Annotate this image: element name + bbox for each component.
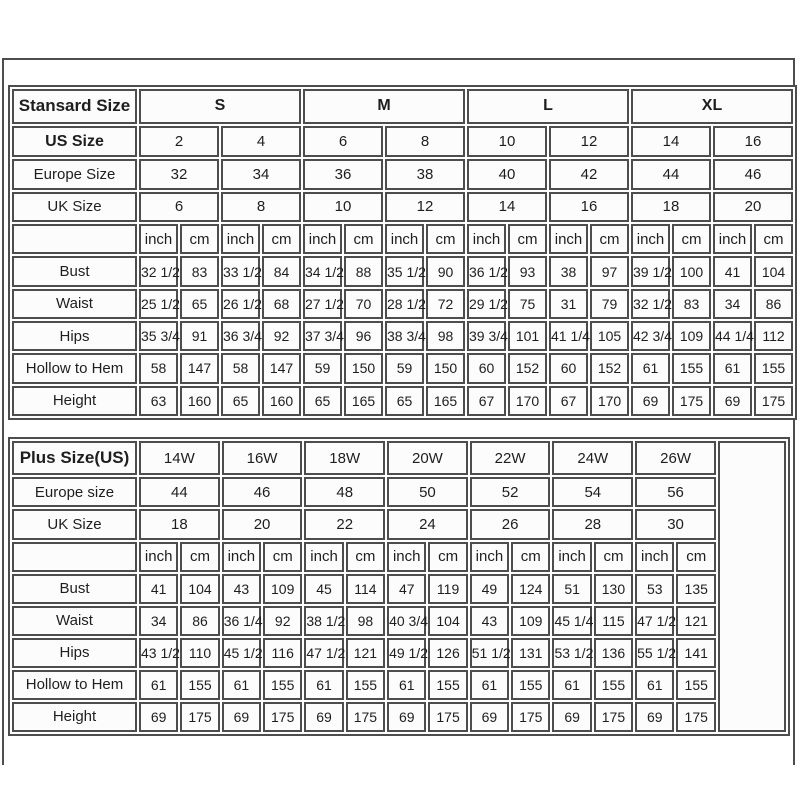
unit-header-cell: inch bbox=[549, 224, 588, 254]
measure-value-cell: 36 1/4 bbox=[222, 606, 261, 636]
measure-value-cell: 175 bbox=[428, 702, 467, 732]
measure-value-cell: 72 bbox=[426, 289, 465, 319]
unit-header-cell: inch bbox=[304, 542, 343, 572]
row-label-cell: Hips bbox=[12, 638, 137, 668]
measure-value-cell: 31 bbox=[549, 289, 588, 319]
measure-value-cell: 38 1/2 bbox=[304, 606, 343, 636]
row-label-cell: UK Size bbox=[12, 192, 137, 222]
size-value-cell: 32 bbox=[139, 159, 219, 189]
measure-value-cell: 27 1/2 bbox=[303, 289, 342, 319]
measure-value-cell: 67 bbox=[467, 386, 506, 416]
measure-value-cell: 175 bbox=[672, 386, 711, 416]
measure-value-cell: 41 1/4 bbox=[549, 321, 588, 351]
row-label-cell: Hips bbox=[12, 321, 137, 351]
measure-value-cell: 61 bbox=[635, 670, 674, 700]
measure-value-cell: 115 bbox=[594, 606, 633, 636]
size-group-cell: S bbox=[139, 89, 301, 124]
measure-value-cell: 44 1/4 bbox=[713, 321, 752, 351]
unit-header-cell: cm bbox=[754, 224, 793, 254]
measure-value-cell: 155 bbox=[676, 670, 716, 700]
measure-value-cell: 61 bbox=[631, 353, 670, 383]
size-value-cell: 6 bbox=[139, 192, 219, 222]
measure-value-cell: 61 bbox=[713, 353, 752, 383]
unit-header-cell: cm bbox=[344, 224, 383, 254]
unit-header-cell: cm bbox=[672, 224, 711, 254]
measure-value-cell: 165 bbox=[344, 386, 383, 416]
size-value-cell: 36 bbox=[303, 159, 383, 189]
measure-value-cell: 165 bbox=[426, 386, 465, 416]
measure-value-cell: 65 bbox=[221, 386, 260, 416]
measure-value-cell: 109 bbox=[672, 321, 711, 351]
measure-value-cell: 45 1/2 bbox=[222, 638, 261, 668]
measure-value-cell: 61 bbox=[139, 670, 178, 700]
size-value-cell: 52 bbox=[470, 477, 551, 507]
measure-value-cell: 83 bbox=[672, 289, 711, 319]
size-group-cell: 22W bbox=[470, 441, 551, 475]
empty-label-cell bbox=[12, 224, 137, 254]
measure-value-cell: 39 3/4 bbox=[467, 321, 506, 351]
size-value-cell: 34 bbox=[221, 159, 301, 189]
unit-header-cell: inch bbox=[467, 224, 506, 254]
size-group-cell: M bbox=[303, 89, 465, 124]
row-label-cell: Bust bbox=[12, 574, 137, 604]
measure-value-cell: 37 3/4 bbox=[303, 321, 342, 351]
unit-header-cell: inch bbox=[713, 224, 752, 254]
unit-header-cell: cm bbox=[426, 224, 465, 254]
size-value-cell: 24 bbox=[387, 509, 468, 539]
unit-header-cell: inch bbox=[387, 542, 426, 572]
size-group-cell: 24W bbox=[552, 441, 633, 475]
row-label-cell: Hollow to Hem bbox=[12, 670, 137, 700]
row-label-cell: Waist bbox=[12, 606, 137, 636]
measure-value-cell: 61 bbox=[387, 670, 426, 700]
measure-value-cell: 69 bbox=[387, 702, 426, 732]
measure-value-cell: 69 bbox=[470, 702, 509, 732]
size-value-cell: 26 bbox=[470, 509, 551, 539]
measure-value-cell: 121 bbox=[346, 638, 385, 668]
measure-value-cell: 69 bbox=[222, 702, 261, 732]
measure-value-cell: 155 bbox=[511, 670, 550, 700]
measure-value-cell: 61 bbox=[304, 670, 343, 700]
measure-value-cell: 97 bbox=[590, 256, 629, 286]
unit-header-cell: cm bbox=[346, 542, 385, 572]
unit-header-cell: cm bbox=[511, 542, 550, 572]
measure-value-cell: 119 bbox=[428, 574, 467, 604]
unit-header-cell: inch bbox=[221, 224, 260, 254]
measure-value-cell: 36 3/4 bbox=[221, 321, 260, 351]
size-value-cell: 42 bbox=[549, 159, 629, 189]
measure-value-cell: 98 bbox=[426, 321, 465, 351]
measure-value-cell: 43 bbox=[470, 606, 509, 636]
measure-value-cell: 63 bbox=[139, 386, 178, 416]
measure-value-cell: 34 1/2 bbox=[303, 256, 342, 286]
measure-value-cell: 121 bbox=[676, 606, 716, 636]
size-value-cell: 16 bbox=[713, 126, 793, 158]
measure-value-cell: 136 bbox=[594, 638, 633, 668]
measure-value-cell: 130 bbox=[594, 574, 633, 604]
measure-value-cell: 175 bbox=[594, 702, 633, 732]
measure-value-cell: 155 bbox=[672, 353, 711, 383]
size-value-cell: 18 bbox=[631, 192, 711, 222]
measure-value-cell: 26 1/2 bbox=[221, 289, 260, 319]
measure-value-cell: 155 bbox=[180, 670, 219, 700]
measure-value-cell: 104 bbox=[180, 574, 219, 604]
measure-value-cell: 114 bbox=[346, 574, 385, 604]
measure-value-cell: 65 bbox=[180, 289, 219, 319]
size-group-cell: XL bbox=[631, 89, 793, 124]
unit-header-cell: inch bbox=[303, 224, 342, 254]
size-value-cell: 10 bbox=[303, 192, 383, 222]
measure-value-cell: 131 bbox=[511, 638, 550, 668]
measure-value-cell: 59 bbox=[303, 353, 342, 383]
size-value-cell: 50 bbox=[387, 477, 468, 507]
measure-value-cell: 34 bbox=[139, 606, 178, 636]
measure-value-cell: 32 1/2 bbox=[139, 256, 178, 286]
measure-value-cell: 100 bbox=[672, 256, 711, 286]
size-value-cell: 20 bbox=[713, 192, 793, 222]
measure-value-cell: 47 1/2 bbox=[304, 638, 343, 668]
measure-value-cell: 155 bbox=[754, 353, 793, 383]
size-value-cell: 54 bbox=[552, 477, 633, 507]
measure-value-cell: 101 bbox=[508, 321, 547, 351]
measure-value-cell: 35 3/4 bbox=[139, 321, 178, 351]
measure-value-cell: 59 bbox=[385, 353, 424, 383]
empty-label-cell bbox=[12, 542, 137, 572]
measure-value-cell: 68 bbox=[262, 289, 301, 319]
measure-value-cell: 34 bbox=[713, 289, 752, 319]
measure-value-cell: 79 bbox=[590, 289, 629, 319]
unit-header-cell: inch bbox=[139, 224, 178, 254]
measure-value-cell: 152 bbox=[508, 353, 547, 383]
measure-value-cell: 49 1/2 bbox=[387, 638, 426, 668]
measure-value-cell: 67 bbox=[549, 386, 588, 416]
size-value-cell: 6 bbox=[303, 126, 383, 158]
size-value-cell: 40 bbox=[467, 159, 547, 189]
measure-value-cell: 58 bbox=[139, 353, 178, 383]
measure-value-cell: 83 bbox=[180, 256, 219, 286]
measure-value-cell: 124 bbox=[511, 574, 550, 604]
measure-value-cell: 170 bbox=[590, 386, 629, 416]
row-label-cell: Europe Size bbox=[12, 159, 137, 189]
measure-value-cell: 60 bbox=[467, 353, 506, 383]
measure-value-cell: 75 bbox=[508, 289, 547, 319]
measure-value-cell: 86 bbox=[754, 289, 793, 319]
measure-value-cell: 147 bbox=[262, 353, 301, 383]
measure-value-cell: 96 bbox=[344, 321, 383, 351]
measure-value-cell: 160 bbox=[262, 386, 301, 416]
measure-value-cell: 51 bbox=[552, 574, 591, 604]
size-value-cell: 12 bbox=[385, 192, 465, 222]
measure-value-cell: 45 1/4 bbox=[552, 606, 591, 636]
size-group-cell: L bbox=[467, 89, 629, 124]
unit-header-cell: inch bbox=[635, 542, 674, 572]
measure-value-cell: 61 bbox=[552, 670, 591, 700]
measure-value-cell: 116 bbox=[263, 638, 302, 668]
measure-value-cell: 92 bbox=[263, 606, 302, 636]
measure-value-cell: 155 bbox=[594, 670, 633, 700]
measure-value-cell: 61 bbox=[470, 670, 509, 700]
unit-header-cell: cm bbox=[180, 224, 219, 254]
standard-size-table bbox=[8, 85, 797, 420]
measure-value-cell: 60 bbox=[549, 353, 588, 383]
measure-value-cell: 55 1/2 bbox=[635, 638, 674, 668]
blank-cell bbox=[718, 441, 786, 732]
size-value-cell: 14 bbox=[631, 126, 711, 158]
size-group-cell: 16W bbox=[222, 441, 303, 475]
measure-value-cell: 175 bbox=[346, 702, 385, 732]
measure-value-cell: 39 1/2 bbox=[631, 256, 670, 286]
row-label-cell: US Size bbox=[12, 126, 137, 158]
measure-value-cell: 88 bbox=[344, 256, 383, 286]
measure-value-cell: 126 bbox=[428, 638, 467, 668]
size-group-cell: 20W bbox=[387, 441, 468, 475]
measure-value-cell: 45 bbox=[304, 574, 343, 604]
row-label-cell: Bust bbox=[12, 256, 137, 286]
measure-value-cell: 38 bbox=[549, 256, 588, 286]
measure-value-cell: 33 1/2 bbox=[221, 256, 260, 286]
size-value-cell: 18 bbox=[139, 509, 220, 539]
unit-header-cell: cm bbox=[676, 542, 716, 572]
size-value-cell: 2 bbox=[139, 126, 219, 158]
measure-value-cell: 92 bbox=[262, 321, 301, 351]
measure-value-cell: 28 1/2 bbox=[385, 289, 424, 319]
size-value-cell: 46 bbox=[222, 477, 303, 507]
size-value-cell: 38 bbox=[385, 159, 465, 189]
measure-value-cell: 69 bbox=[635, 702, 674, 732]
measure-value-cell: 90 bbox=[426, 256, 465, 286]
unit-header-cell: inch bbox=[470, 542, 509, 572]
measure-value-cell: 86 bbox=[180, 606, 219, 636]
unit-header-cell: inch bbox=[222, 542, 261, 572]
measure-value-cell: 70 bbox=[344, 289, 383, 319]
measure-value-cell: 69 bbox=[139, 702, 178, 732]
measure-value-cell: 41 bbox=[139, 574, 178, 604]
measure-value-cell: 170 bbox=[508, 386, 547, 416]
row-label-cell: Waist bbox=[12, 289, 137, 319]
size-value-cell: 8 bbox=[221, 192, 301, 222]
size-value-cell: 16 bbox=[549, 192, 629, 222]
measure-value-cell: 53 1/2 bbox=[552, 638, 591, 668]
measure-value-cell: 69 bbox=[631, 386, 670, 416]
corner-label-cell: Plus Size(US) bbox=[12, 441, 137, 475]
measure-value-cell: 175 bbox=[676, 702, 716, 732]
measure-value-cell: 135 bbox=[676, 574, 716, 604]
measure-value-cell: 43 1/2 bbox=[139, 638, 178, 668]
measure-value-cell: 155 bbox=[346, 670, 385, 700]
measure-value-cell: 175 bbox=[511, 702, 550, 732]
size-value-cell: 48 bbox=[304, 477, 385, 507]
unit-header-cell: inch bbox=[139, 542, 178, 572]
unit-header-cell: cm bbox=[594, 542, 633, 572]
measure-value-cell: 91 bbox=[180, 321, 219, 351]
plus-size-table bbox=[8, 437, 790, 736]
measure-value-cell: 105 bbox=[590, 321, 629, 351]
measure-value-cell: 38 3/4 bbox=[385, 321, 424, 351]
row-label-cell: UK Size bbox=[12, 509, 137, 539]
unit-header-cell: inch bbox=[631, 224, 670, 254]
size-value-cell: 8 bbox=[385, 126, 465, 158]
unit-header-cell: cm bbox=[590, 224, 629, 254]
measure-value-cell: 29 1/2 bbox=[467, 289, 506, 319]
measure-value-cell: 104 bbox=[428, 606, 467, 636]
measure-value-cell: 69 bbox=[304, 702, 343, 732]
measure-value-cell: 150 bbox=[426, 353, 465, 383]
size-group-cell: 18W bbox=[304, 441, 385, 475]
measure-value-cell: 109 bbox=[263, 574, 302, 604]
measure-value-cell: 32 1/2 bbox=[631, 289, 670, 319]
measure-value-cell: 36 1/2 bbox=[467, 256, 506, 286]
measure-value-cell: 175 bbox=[263, 702, 302, 732]
size-value-cell: 4 bbox=[221, 126, 301, 158]
measure-value-cell: 110 bbox=[180, 638, 219, 668]
measure-value-cell: 43 bbox=[222, 574, 261, 604]
size-group-cell: 14W bbox=[139, 441, 220, 475]
measure-value-cell: 40 3/4 bbox=[387, 606, 426, 636]
measure-value-cell: 175 bbox=[180, 702, 219, 732]
size-value-cell: 20 bbox=[222, 509, 303, 539]
measure-value-cell: 150 bbox=[344, 353, 383, 383]
size-group-cell: 26W bbox=[635, 441, 716, 475]
size-value-cell: 46 bbox=[713, 159, 793, 189]
size-value-cell: 44 bbox=[139, 477, 220, 507]
measure-value-cell: 69 bbox=[713, 386, 752, 416]
unit-header-cell: cm bbox=[428, 542, 467, 572]
unit-header-cell: inch bbox=[552, 542, 591, 572]
measure-value-cell: 58 bbox=[221, 353, 260, 383]
size-value-cell: 56 bbox=[635, 477, 716, 507]
measure-value-cell: 84 bbox=[262, 256, 301, 286]
size-value-cell: 22 bbox=[304, 509, 385, 539]
measure-value-cell: 160 bbox=[180, 386, 219, 416]
measure-value-cell: 175 bbox=[754, 386, 793, 416]
measure-value-cell: 65 bbox=[385, 386, 424, 416]
measure-value-cell: 109 bbox=[511, 606, 550, 636]
row-label-cell: Hollow to Hem bbox=[12, 353, 137, 383]
row-label-cell: Europe size bbox=[12, 477, 137, 507]
measure-value-cell: 155 bbox=[428, 670, 467, 700]
measure-value-cell: 65 bbox=[303, 386, 342, 416]
measure-value-cell: 152 bbox=[590, 353, 629, 383]
measure-value-cell: 98 bbox=[346, 606, 385, 636]
corner-label-cell: Stansard Size bbox=[12, 89, 137, 124]
size-value-cell: 44 bbox=[631, 159, 711, 189]
measure-value-cell: 47 1/2 bbox=[635, 606, 674, 636]
size-value-cell: 10 bbox=[467, 126, 547, 158]
measure-value-cell: 69 bbox=[552, 702, 591, 732]
row-label-cell: Height bbox=[12, 702, 137, 732]
measure-value-cell: 47 bbox=[387, 574, 426, 604]
measure-value-cell: 51 1/2 bbox=[470, 638, 509, 668]
unit-header-cell: cm bbox=[508, 224, 547, 254]
row-label-cell: Height bbox=[12, 386, 137, 416]
unit-header-cell: cm bbox=[180, 542, 219, 572]
size-value-cell: 30 bbox=[635, 509, 716, 539]
measure-value-cell: 41 bbox=[713, 256, 752, 286]
measure-value-cell: 104 bbox=[754, 256, 793, 286]
unit-header-cell: inch bbox=[385, 224, 424, 254]
measure-value-cell: 49 bbox=[470, 574, 509, 604]
measure-value-cell: 42 3/4 bbox=[631, 321, 670, 351]
measure-value-cell: 25 1/2 bbox=[139, 289, 178, 319]
measure-value-cell: 147 bbox=[180, 353, 219, 383]
size-value-cell: 12 bbox=[549, 126, 629, 158]
measure-value-cell: 155 bbox=[263, 670, 302, 700]
measure-value-cell: 35 1/2 bbox=[385, 256, 424, 286]
measure-value-cell: 112 bbox=[754, 321, 793, 351]
measure-value-cell: 141 bbox=[676, 638, 716, 668]
measure-value-cell: 61 bbox=[222, 670, 261, 700]
measure-value-cell: 53 bbox=[635, 574, 674, 604]
unit-header-cell: cm bbox=[262, 224, 301, 254]
size-value-cell: 14 bbox=[467, 192, 547, 222]
unit-header-cell: cm bbox=[263, 542, 302, 572]
measure-value-cell: 93 bbox=[508, 256, 547, 286]
size-value-cell: 28 bbox=[552, 509, 633, 539]
